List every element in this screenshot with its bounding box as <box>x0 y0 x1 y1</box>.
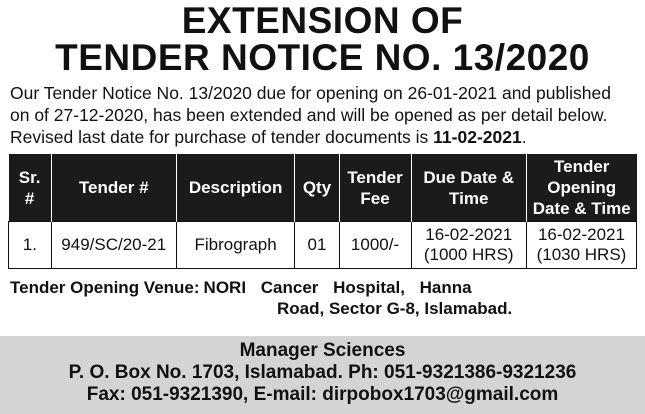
table-row <box>9 222 637 269</box>
col-sr: Sr. # <box>9 154 52 222</box>
venue-label: Tender Opening Venue: <box>10 278 200 297</box>
venue-line-2: Road, Sector G-8, Islamabad. <box>277 299 513 318</box>
intro-line-3 <box>10 126 635 148</box>
title-line-2: TENDER NOTICE NO. 13/2020 <box>55 37 590 78</box>
intro-paragraph <box>10 82 635 148</box>
fax-email: Fax: 051-9321390, E-mail: dirpobox1703@gmail.com <box>86 384 559 405</box>
intro-line-3-suffix: . <box>521 127 527 147</box>
col-qty: Qty <box>295 154 339 222</box>
col-opening: Tender Opening Date & Time <box>526 154 636 222</box>
opening-venue <box>10 277 635 319</box>
cell-qty: 01 <box>295 222 339 269</box>
intro-line-1: Our Tender Notice No. 13/2020 due for opening on 26-01-2021 and published <box>10 83 611 103</box>
title-line-1: EXTENSION OF <box>181 0 464 41</box>
cell-due <box>411 222 526 269</box>
postal-address: P. O. Box No. 1703, Islamabad. Ph: 051-9321386-9321236 <box>68 362 577 383</box>
due-date: 16-02-2021 <box>425 225 513 244</box>
opening-time: (1030 HRS) <box>536 245 627 264</box>
intro-line-2: on of 27-12-2020, has been extended and will be opened as per detail below. <box>10 105 608 125</box>
cell-tender: 949/SC/20-21 <box>51 222 176 269</box>
tender-table <box>8 154 637 269</box>
venue-line-1: NORI Cancer Hospital, Hanna <box>203 278 472 297</box>
revised-last-date: 11-02-2021 <box>433 127 522 147</box>
col-due: Due Date & Time <box>411 154 526 222</box>
cell-sr: 1. <box>9 222 52 269</box>
table-header-row <box>9 154 637 222</box>
cell-opening <box>526 222 636 269</box>
intro-line-3-prefix: Revised last date for purchase of tender documents is <box>10 127 434 147</box>
due-time: (1000 HRS) <box>423 245 514 264</box>
cell-fee: 1000/- <box>339 222 411 269</box>
contact-footer <box>0 336 645 414</box>
col-fee: Tender Fee <box>339 154 411 222</box>
col-description: Description <box>176 154 295 222</box>
cell-description: Fibrograph <box>176 222 295 269</box>
issuer-name: Manager Sciences <box>239 340 406 361</box>
opening-date: 16-02-2021 <box>537 225 625 244</box>
notice-title <box>0 0 645 76</box>
col-tender: Tender # <box>51 154 176 222</box>
